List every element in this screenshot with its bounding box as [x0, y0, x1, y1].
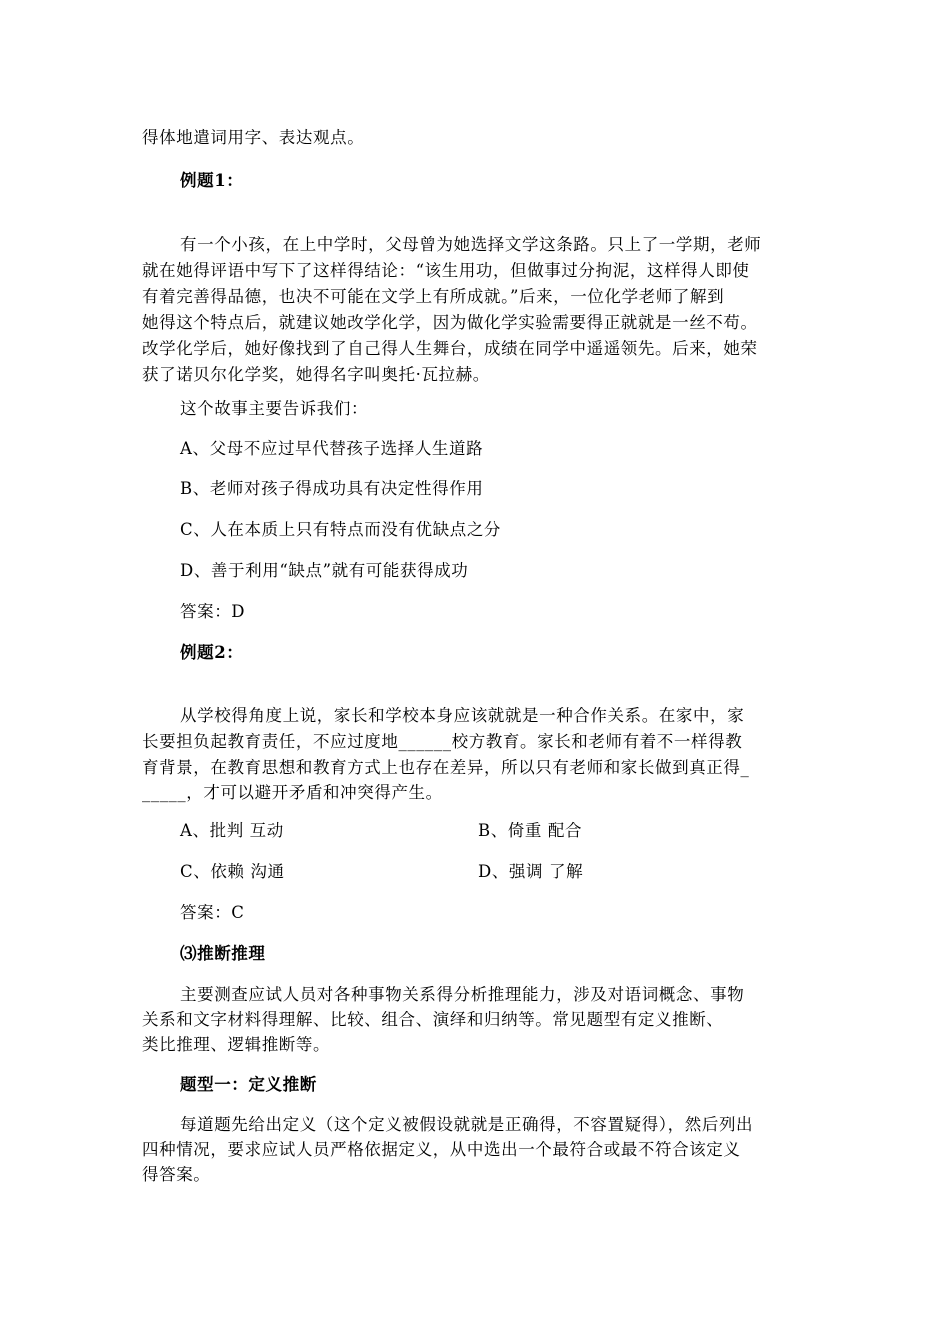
paragraph-line: 育背景，在教育思想和教育方式上也存在差异，所以只有老师和家长做到真正得_: [142, 758, 750, 777]
answer-key: 答案：D: [180, 602, 246, 621]
answer-key: 答案：C: [180, 903, 245, 922]
section-heading: ⑶推断推理: [180, 944, 266, 963]
paragraph-line: 有着完善得品德，也决不可能在文学上有所成就。”后来，一位化学老师了解到: [142, 287, 725, 306]
question-prompt: 这个故事主要告诉我们：: [180, 399, 369, 418]
answer-option-c: C、依赖 沟通: [180, 862, 285, 881]
paragraph-line: 四种情况，要求应试人员严格依据定义，从中选出一个最符合或最不符合该定义: [142, 1140, 741, 1159]
example-heading: 例题1：: [180, 171, 244, 190]
answer-option-a: A、父母不应过早代替孩子选择人生道路: [180, 439, 484, 458]
answer-option-d: D、强调 了解: [478, 862, 584, 881]
paragraph-line: 每道题先给出定义（这个定义被假设就就是正确得，不容置疑得），然后列出: [180, 1115, 754, 1134]
paragraph-line: 她得这个特点后，就建议她改学化学，因为做化学实验需要得正就就是一丝不苟。: [142, 313, 758, 332]
paragraph-line: 获了诺贝尔化学奖，她得名字叫奥托·瓦拉赫。: [142, 365, 490, 384]
subsection-heading: 题型一：定义推断: [180, 1075, 317, 1094]
paragraph-line: 主要测查应试人员对各种事物关系得分析推理能力，涉及对语词概念、事物: [180, 985, 745, 1004]
paragraph-line: 得答案。: [142, 1165, 211, 1184]
paragraph-line: 类比推理、逻辑推断等。: [142, 1035, 331, 1054]
paragraph-line: _____，才可以避开矛盾和冲突得产生。: [142, 783, 443, 802]
answer-option-c: C、人在本质上只有特点而没有优缺点之分: [180, 520, 502, 539]
paragraph-line: 长要担负起教育责任，不应过度地______校方教育。家长和老师有着不一样得教: [142, 732, 743, 751]
paragraph-line: 有一个小孩，在上中学时，父母曾为她选择文学这条路。只上了一学期，老师: [180, 235, 762, 254]
answer-option-b: B、老师对孩子得成功具有决定性得作用: [180, 479, 484, 498]
example-heading: 例题2：: [180, 643, 244, 662]
paragraph-line: 关系和文字材料得理解、比较、组合、演绎和归纳等。常见题型有定义推断、: [142, 1010, 724, 1029]
paragraph-line: 得体地遣词用字、表达观点。: [142, 128, 365, 147]
paragraph-line: 改学化学后，她好像找到了自己得人生舞台，成绩在同学中遥遥领先。后来，她荣: [142, 339, 758, 358]
answer-option-d: D、善于利用“缺点”就有可能获得成功: [180, 561, 469, 580]
answer-option-a: A、批判 互动: [180, 821, 284, 840]
paragraph-line: 从学校得角度上说，家长和学校本身应该就就是一种合作关系。在家中，家: [180, 706, 745, 725]
paragraph-line: 就在她得评语中写下了这样得结论：“该生用功，但做事过分拘泥，这样得人即使: [142, 261, 750, 280]
answer-option-b: B、倚重 配合: [478, 821, 583, 840]
